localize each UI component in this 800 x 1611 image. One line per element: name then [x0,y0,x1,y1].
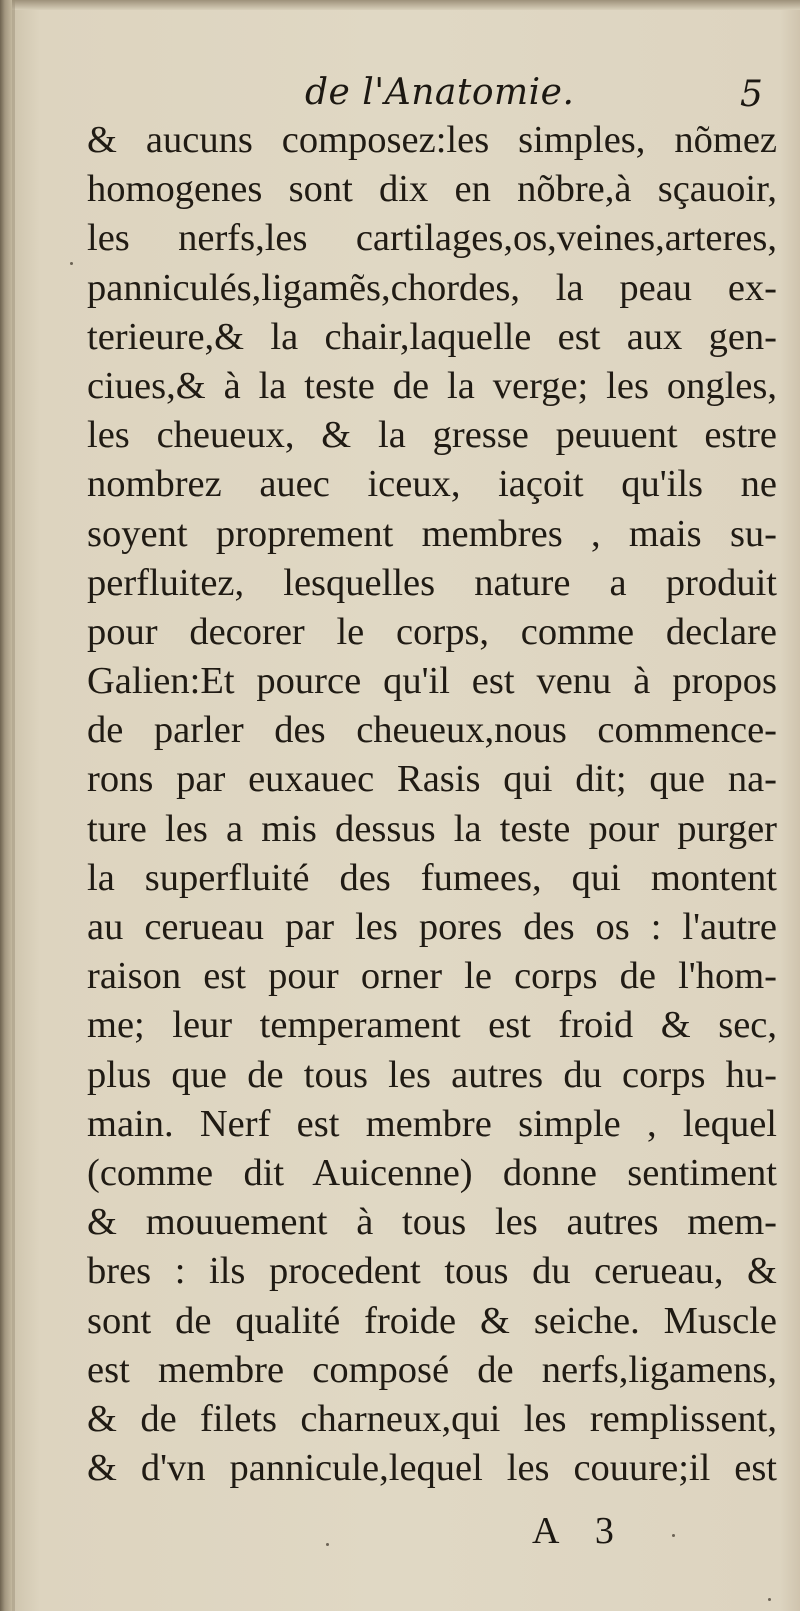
page-top-edge [0,0,800,10]
text-line: perfluitez, lesquelles nature a produit [87,561,777,604]
text-line: me; leur temperament est froid & sec, [87,1004,777,1047]
body-text [87,116,777,1493]
text-line: de parler des cheueux,nous commence- [87,709,777,752]
signature-mark: A 3 [532,1510,628,1552]
page-gutter-shadow [0,0,12,1611]
text-line: homogenes sont dix en nõbre,à sçauoir, [87,168,777,211]
text-line: bres : ils procedent tous du cerueau, & [87,1250,777,1293]
text-line: les nerfs,les cartilages,os,veines,arteres, [87,217,777,260]
text-line: les cheueux, & la gresse peuuent estre [87,414,777,457]
text-line: nombrez auec iceux, iaçoit qu'ils ne [87,463,777,506]
text-line: plus que de tous les autres du corps hu- [87,1053,777,1096]
text-line: est membre composé de nerfs,ligamens, [87,1348,777,1391]
ink-speck [768,1598,771,1601]
running-title: de l'Anatomie. [305,72,575,113]
page-number: 5 [740,74,763,115]
text-line: terieure,& la chair,laquelle est aux gen- [87,315,777,358]
text-line: main. Nerf est membre simple , lequel [87,1102,777,1145]
ink-speck [672,1534,675,1537]
text-line: & aucuns composez:les simples, nõmez [87,119,777,161]
text-line: raison est pour orner le corps de l'hom- [87,955,777,998]
text-line: & mouuement à tous les autres mem- [87,1201,777,1244]
text-line: soyent proprement membres , mais su- [87,512,777,555]
text-line: la superfluité des fumees, qui montent [87,856,777,899]
text-line: & de filets charneux,qui les remplissent, [87,1397,777,1440]
text-line: ciues,& à la teste de la verge; les ongles, [87,364,777,407]
text-line: pour decorer le corps, comme declare [87,610,777,653]
text-line: au cerueau par les pores des os : l'autre [87,906,777,948]
text-line: & d'vn pannicule,lequel les couure;il est [87,1447,777,1490]
page-gutter-line [12,0,15,1611]
signature-row [0,1509,800,1559]
text-line: Galien:Et pource qu'il est venu à propos [87,660,777,703]
text-line: sont de qualité froide & seiche. Muscle [87,1299,777,1342]
text-line: rons par euxauec Rasis qui dit; que na- [87,758,777,801]
running-head [0,66,800,116]
ink-speck [326,1543,329,1546]
text-line: ture les a mis dessus la teste pour purger [87,807,777,850]
text-line: panniculés,ligamẽs,chordes, la peau ex- [87,266,777,309]
text-line: (comme dit Auicenne) donne sentiment [87,1151,777,1194]
ink-speck [70,262,73,265]
